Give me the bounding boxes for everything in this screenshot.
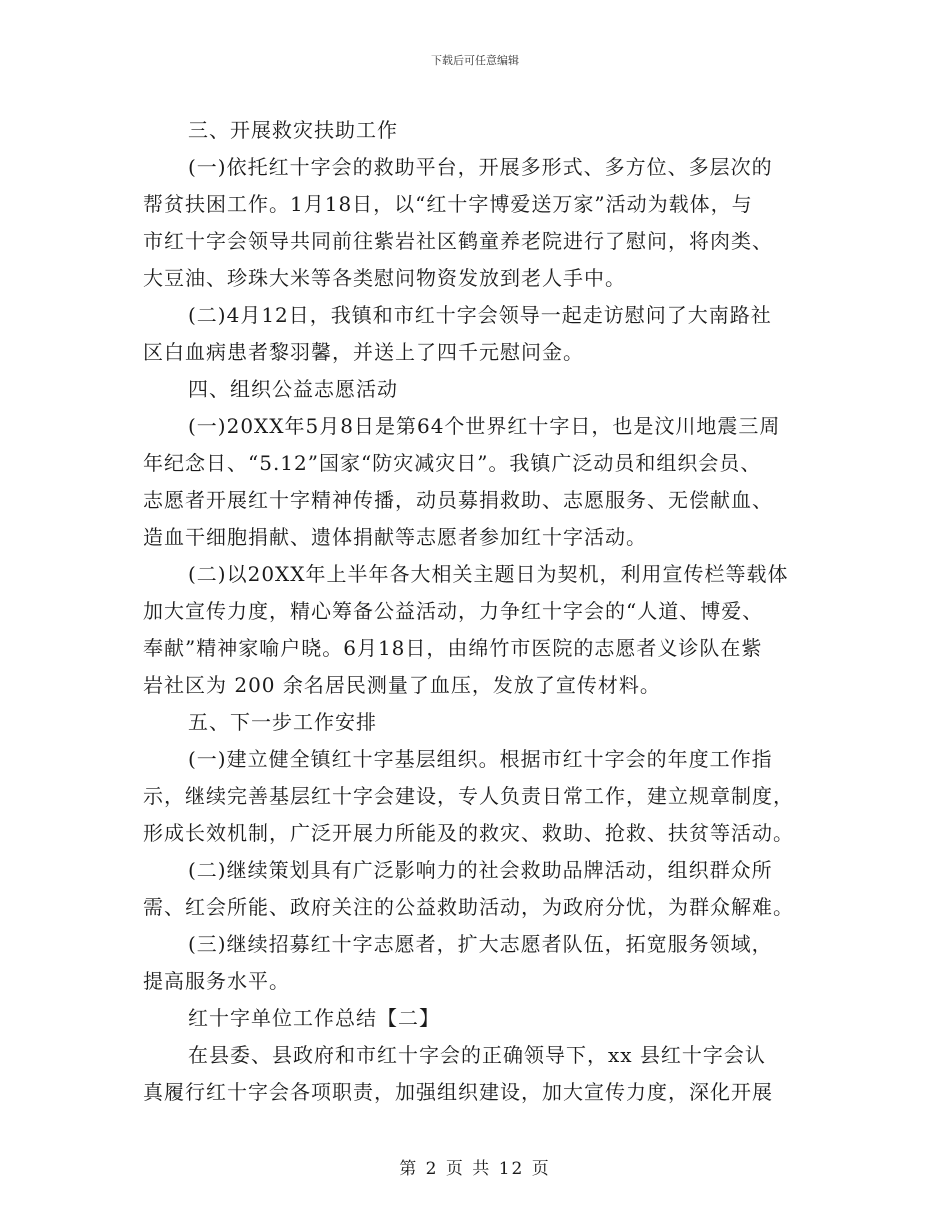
text-line: 需、红会所能、政府关注的公益救助活动，为政府分忧，为群众解难。 (143, 895, 794, 919)
text-line: 岩社区为 200 余名居民测量了血压，发放了宣传材料。 (143, 673, 661, 697)
text-line: (二)4月12日，我镇和市红十字会领导一起走访慰问了大南路社 (188, 303, 772, 327)
text-line: 市红十字会领导共同前往紫岩社区鹤童养老院进行了慰问，将肉类、 (143, 229, 773, 253)
text-line: 帮贫扶困工作。1月18日，以“红十字博爱送万家”活动为载体，与 (143, 192, 753, 216)
text-line: 造血干细胞捐献、遗体捐献等志愿者参加红十字活动。 (143, 525, 647, 549)
header-note: 下载后可任意编辑 (431, 54, 519, 67)
text-line: 提高服务水平。 (143, 969, 290, 993)
text-line: 五、下一步工作安排 (188, 710, 377, 734)
text-line: 志愿者开展红十字精神传播，动员募捐救助、志愿服务、无偿献血、 (143, 488, 773, 512)
text-line: 形成长效机制，广泛开展力所能及的救灾、救助、抢救、扶贫等活动。 (143, 821, 794, 845)
page-number: 第 2 页 共 12 页 (399, 1159, 551, 1179)
text-line: 加大宣传力度，精心筹备公益活动，力争红十字会的“人道、博爱、 (143, 599, 764, 623)
text-line: 三、开展救灾扶助工作 (188, 118, 398, 142)
document-body (143, 112, 803, 1111)
text-line: 年纪念日、“5.12”国家“防灾减灾日”。我镇广泛动员和组织会员、 (143, 451, 762, 475)
text-line: (二)继续策划具有广泛影响力的社会救助品牌活动，组织群众所 (188, 858, 773, 882)
text-line: (三)继续招募红十字志愿者，扩大志愿者队伍，拓宽服务领域， (188, 932, 773, 956)
text-line: 红十字单位工作总结【二】 (188, 1006, 440, 1030)
text-line: (一)依托红十字会的救助平台，开展多形式、多方位、多层次的 (188, 155, 773, 179)
text-line: 在县委、县政府和市红十字会的正确领导下，xx 县红十字会认 (188, 1043, 766, 1067)
text-line: (一)20XX年5月8日是第64个世界红十字日，也是汶川地震三周 (188, 414, 781, 438)
text-line: 真履行红十字会各项职责，加强组织建设，加大宣传力度，深化开展 (143, 1080, 773, 1104)
text-line: 四、组织公益志愿活动 (188, 377, 398, 401)
text-line: (二)以20XX年上半年各大相关主题日为契机，利用宣传栏等载体 (188, 562, 789, 586)
text-line: 区白血病患者黎羽馨，并送上了四千元慰问金。 (143, 340, 584, 364)
text-line: 奉献”精神家喻户晓。6月18日，由绵竹市医院的志愿者义诊队在紫 (143, 636, 763, 660)
text-line: 示，继续完善基层红十字会建设，专人负责日常工作，建立规章制度， (143, 784, 794, 808)
text-line: (一)建立健全镇红十字基层组织。根据市红十字会的年度工作指 (188, 747, 773, 771)
text-line: 大豆油、珍珠大米等各类慰问物资发放到老人手中。 (143, 266, 626, 290)
